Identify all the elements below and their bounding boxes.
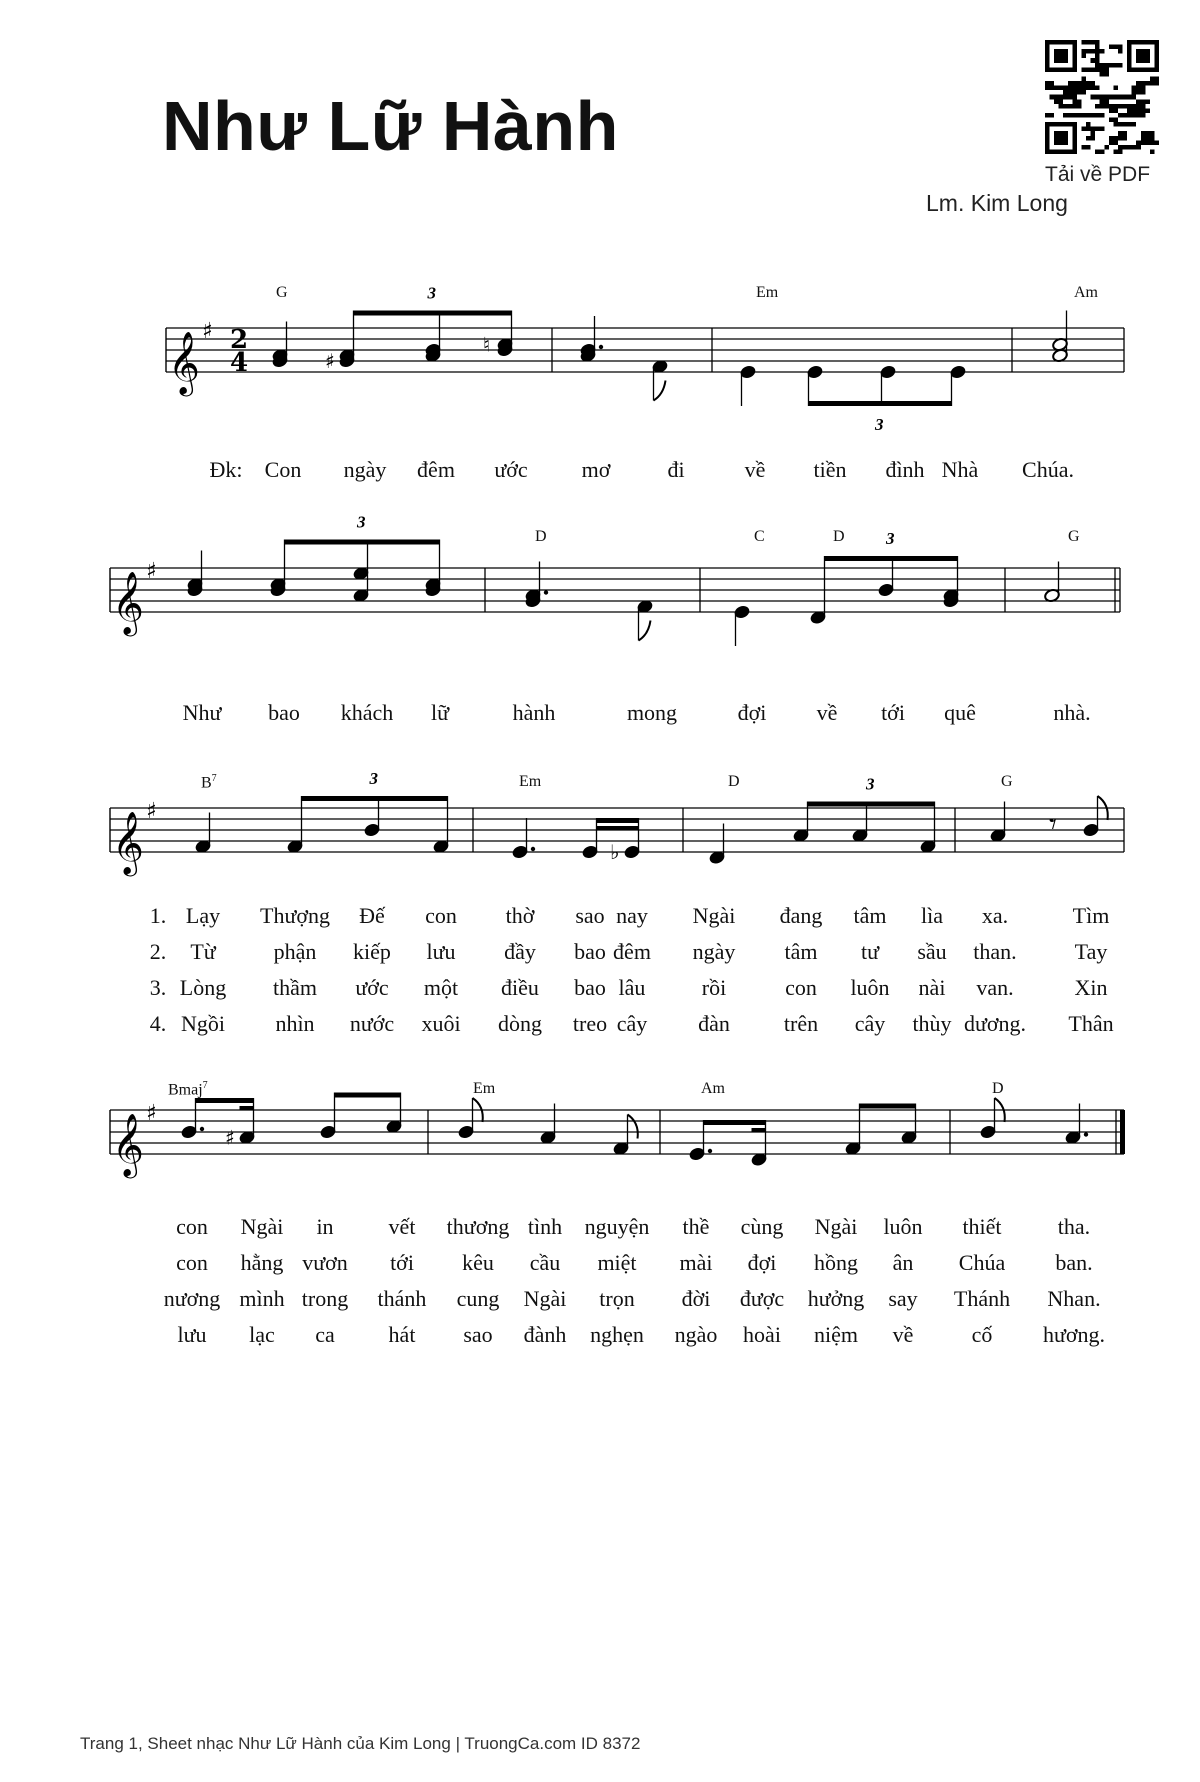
lyric-syllable: Lòng <box>179 975 227 1000</box>
lyric-syllable: ban. <box>1055 1250 1093 1275</box>
lyric-syllable: cây <box>616 1011 648 1036</box>
chord-symbol: G <box>1068 528 1080 545</box>
treble-clef: 𝄞 <box>112 571 144 634</box>
key-signature-sharp: ♯ <box>146 559 157 584</box>
note-head <box>624 845 641 860</box>
lyric-syllable: hát <box>388 1322 416 1347</box>
lyric-syllable: Lạy <box>185 903 221 928</box>
song-title: Như Lữ Hành <box>162 87 619 165</box>
lyric-syllable: Tay <box>1074 939 1108 964</box>
sharp-accidental: ♯ <box>325 349 335 373</box>
lyric-syllable: mong <box>626 700 678 725</box>
triplet-number: 3 <box>866 774 875 794</box>
lyric-syllable: vươn <box>302 1250 348 1275</box>
lyric-syllable: điều <box>501 975 539 1000</box>
note-head <box>689 1147 706 1162</box>
lyric-syllable: tiền <box>813 457 847 482</box>
note-flag <box>628 1115 638 1139</box>
lyric-syllable: 2. <box>149 939 167 964</box>
lyric-syllable: Tìm <box>1072 903 1110 928</box>
lyric-syllable: nước <box>349 1011 395 1036</box>
lyric-syllable: về <box>816 700 838 725</box>
note-head <box>364 823 381 838</box>
lyric-syllable: vết <box>388 1214 416 1239</box>
beam <box>285 540 440 545</box>
lyric-syllable: con <box>176 1250 208 1275</box>
beam <box>752 1128 766 1132</box>
lyric-syllable: Ngài <box>240 1214 284 1239</box>
note-head <box>582 845 599 860</box>
time-signature-bottom: 4 <box>230 348 249 378</box>
lyric-syllable: cùng <box>740 1214 784 1239</box>
beam <box>809 401 952 406</box>
page-footer: Trang 1, Sheet nhạc Như Lữ Hành của Kim Long | TruongCa.com ID 8372 <box>80 1734 641 1753</box>
lyric-syllable: tình <box>527 1214 563 1239</box>
lyric-syllable: say <box>888 1286 918 1311</box>
key-signature-sharp: ♯ <box>146 799 157 824</box>
note-head <box>734 605 751 620</box>
lyric-syllable: nương <box>163 1286 221 1311</box>
note-head <box>740 365 757 380</box>
lyric-syllable: nài <box>918 975 946 1000</box>
lyric-syllable: tha. <box>1057 1214 1091 1239</box>
lyric-syllable: đêm <box>417 457 455 482</box>
chord-extension: 7 <box>202 1080 208 1091</box>
beam <box>597 818 639 823</box>
beam <box>704 1120 766 1125</box>
lyric-syllable: hằng <box>240 1250 284 1275</box>
lyric-syllable: ngày <box>692 939 736 964</box>
lyric-syllable: than. <box>973 939 1017 964</box>
lyric-syllable: Từ <box>190 939 216 964</box>
treble-clef: 𝄞 <box>112 1113 144 1176</box>
lyric-syllable: dòng <box>498 1011 542 1036</box>
lyric-syllable: nhà. <box>1053 700 1091 725</box>
lyric-syllable: con <box>785 975 817 1000</box>
lyric-syllable: đành <box>523 1322 567 1347</box>
lyric-syllable: Ngài <box>814 1214 858 1239</box>
lyric-syllable: Thánh <box>953 1286 1011 1311</box>
chord-symbol: Am <box>701 1080 725 1097</box>
lyric-syllable: cố <box>971 1322 993 1347</box>
augmentation-dot <box>1084 1132 1088 1136</box>
note-head <box>320 1125 337 1140</box>
lyric-syllable: trọn <box>599 1286 635 1311</box>
beam <box>597 826 639 830</box>
lyric-syllable: miệt <box>597 1250 637 1275</box>
augmentation-dot <box>599 345 603 349</box>
lyric-syllable: sầu <box>917 939 947 964</box>
note-head <box>181 1125 198 1140</box>
chord-root: B <box>201 774 212 792</box>
lyric-syllable: lưu <box>426 939 456 964</box>
triplet-number: 3 <box>886 529 895 548</box>
chord-symbol: D <box>535 528 547 545</box>
lyric-syllable: lữ <box>430 700 450 725</box>
lyric-syllable: luôn <box>850 975 890 1000</box>
lyric-syllable: thiết <box>962 1214 1002 1239</box>
time-signature-top: 2 <box>230 325 249 355</box>
lyric-syllable: đi <box>667 457 685 482</box>
lyric-syllable: mơ <box>581 457 611 482</box>
lyric-syllable: mài <box>679 1250 713 1275</box>
chord-symbol: G <box>1001 773 1013 790</box>
note-head <box>950 365 967 380</box>
lyric-syllable: phận <box>273 939 317 964</box>
chord-extension: 7 <box>211 773 217 784</box>
note-head <box>878 583 895 598</box>
lyric-syllable: Thượng <box>260 903 330 928</box>
lyric-syllable: lạc <box>249 1322 275 1347</box>
lyric-syllable: Chúa <box>958 1250 1006 1275</box>
lyric-syllable: đợi <box>747 1250 777 1275</box>
note-flag <box>654 381 666 401</box>
lyric-syllable: ngày <box>343 457 387 482</box>
lyric-syllable: mình <box>239 1286 285 1311</box>
lyric-syllable: thề <box>682 1214 710 1239</box>
note-head <box>512 845 529 860</box>
lyric-syllable: treo <box>572 1011 608 1036</box>
lyric-syllable: về <box>892 1322 914 1347</box>
lyric-syllable: xuôi <box>421 1011 461 1036</box>
lyric-syllable: ngào <box>674 1322 718 1347</box>
lyric-syllable: hành <box>512 700 556 725</box>
chord-symbol <box>201 773 217 792</box>
lyric-syllable: thánh <box>377 1286 427 1311</box>
chord-symbol: C <box>754 528 765 545</box>
lyric-syllable: về <box>744 457 766 482</box>
lyric-syllable: Ngài <box>692 903 736 928</box>
note-flag <box>639 621 651 641</box>
lyric-syllable: Ngài <box>523 1286 567 1311</box>
lyric-syllable: được <box>739 1286 785 1311</box>
lyric-syllable: nghẹn <box>590 1322 644 1347</box>
beam <box>860 1104 916 1109</box>
lyric-syllable: Thân <box>1068 1011 1114 1036</box>
lyric-syllable: đợi <box>737 700 767 725</box>
lyric-syllable: ước <box>355 975 389 1000</box>
lyric-syllable: hương. <box>1042 1322 1106 1347</box>
triplet-number: 3 <box>369 769 378 788</box>
note-head <box>980 1125 997 1140</box>
lyric-syllable: bao <box>574 975 606 1000</box>
lyric-syllable: đầy <box>504 939 536 964</box>
lyric-syllable: hồng <box>814 1250 858 1275</box>
note-head <box>458 1125 475 1140</box>
lyric-syllable: cung <box>456 1286 500 1311</box>
lyric-syllable: đời <box>681 1286 711 1311</box>
lyric-syllable: sao <box>463 1322 493 1347</box>
lyric-syllable: luôn <box>883 1214 923 1239</box>
lyric-syllable: ca <box>315 1322 335 1347</box>
lyric-syllable: lưu <box>177 1322 207 1347</box>
beam <box>335 1093 401 1098</box>
lyric-syllable: thương <box>446 1214 510 1239</box>
lyric-syllable: đêm <box>613 939 651 964</box>
lyric-syllable: cầu <box>529 1250 561 1275</box>
lyric-syllable: xa. <box>981 903 1009 928</box>
key-signature-sharp: ♯ <box>202 319 213 344</box>
lyric-syllable: lìa <box>921 903 943 928</box>
lyric-syllable: bao <box>268 700 300 725</box>
lyric-syllable: bao <box>574 939 606 964</box>
chord-symbol <box>168 1080 208 1099</box>
lyric-syllable: trong <box>301 1286 349 1311</box>
lyric-syllable: Nhà <box>941 457 979 482</box>
lyric-syllable: Như <box>182 700 222 725</box>
chord-root: Bmaj <box>168 1081 203 1099</box>
chord-symbol: D <box>728 773 740 790</box>
lyric-syllable: nay <box>616 903 648 928</box>
lyric-syllable: tới <box>390 1250 414 1275</box>
lyric-syllable: kêu <box>462 1250 494 1275</box>
lyric-syllable: khách <box>340 700 394 725</box>
lyric-syllable: thầm <box>273 975 317 1000</box>
lyric-syllable: ân <box>892 1250 914 1275</box>
lyric-syllable: van. <box>976 975 1014 1000</box>
lyric-syllable: thờ <box>505 903 535 928</box>
chord-symbol: D <box>833 528 845 545</box>
lyric-syllable: kiếp <box>353 939 391 964</box>
download-pdf-link[interactable]: Tải về PDF <box>1045 163 1151 186</box>
lyric-syllable: Đế <box>359 903 385 928</box>
lyric-syllable: 1. <box>149 903 167 928</box>
lyric-syllable: đang <box>779 903 823 928</box>
lyric-syllable: con <box>176 1214 208 1239</box>
lyric-syllable: Chúa. <box>1022 457 1074 482</box>
lyric-syllable: in <box>316 1214 334 1239</box>
chord-symbol: G <box>276 284 288 301</box>
beam <box>240 1106 254 1110</box>
chord-symbol: D <box>992 1080 1004 1097</box>
lyric-syllable: đàn <box>698 1011 730 1036</box>
note-head <box>880 365 897 380</box>
augmentation-dot <box>200 1127 204 1131</box>
note-head <box>1083 823 1100 838</box>
beam <box>825 556 958 561</box>
lyric-syllable: Ngồi <box>181 1011 225 1036</box>
lyric-syllable: nguyện <box>584 1214 650 1239</box>
lyric-syllable: ước <box>494 457 528 482</box>
augmentation-dot <box>708 1149 712 1153</box>
lyric-syllable: cây <box>854 1011 886 1036</box>
triplet-number: 3 <box>427 283 436 303</box>
augmentation-dot <box>544 590 548 594</box>
lyric-syllable: Nhan. <box>1047 1286 1101 1311</box>
lyric-syllable: sao <box>575 903 605 928</box>
chord-symbol: Em <box>473 1080 496 1097</box>
triplet-number: 3 <box>875 415 884 434</box>
lyric-syllable: nhìn <box>275 1011 315 1036</box>
lyric-syllable: trên <box>783 1011 819 1036</box>
lyric-syllable: tư <box>860 939 880 964</box>
key-signature-sharp: ♯ <box>146 1101 157 1126</box>
lyric-syllable: niệm <box>814 1322 858 1347</box>
lyric-syllable: 3. <box>149 975 167 1000</box>
lyric-syllable: 4. <box>149 1011 167 1036</box>
chord-symbol: Em <box>519 773 542 790</box>
lyric-syllable: Xin <box>1074 975 1108 1000</box>
lyric-syllable: lâu <box>618 975 646 1000</box>
triplet-number: 3 <box>357 512 366 532</box>
beam <box>808 802 935 807</box>
lyric-syllable: tới <box>881 700 905 725</box>
flat-accidental: ♭ <box>610 840 620 864</box>
lyric-syllable: tâm <box>853 903 887 928</box>
lyric-syllable: con <box>425 903 457 928</box>
augmentation-dot <box>531 847 535 851</box>
lyric-syllable: Con <box>264 457 302 482</box>
lyric-syllable: dương. <box>963 1011 1027 1036</box>
lyric-syllable: tâm <box>784 939 818 964</box>
lyric-syllable: quê <box>944 700 976 725</box>
chord-symbol: Em <box>756 284 779 301</box>
composer-name: Lm. Kim Long <box>926 190 1068 216</box>
lyric-syllable: Đk: <box>209 457 243 482</box>
lyric-syllable: thùy <box>912 1011 952 1036</box>
note-head <box>807 365 824 380</box>
treble-clef: 𝄞 <box>112 811 144 874</box>
chord-symbol: Am <box>1074 284 1098 301</box>
lyric-syllable: rồi <box>701 975 727 1000</box>
eighth-rest: 𝄾 <box>1049 807 1057 842</box>
natural-accidental: ♮ <box>483 332 491 357</box>
sharp-accidental: ♯ <box>225 1125 235 1150</box>
lyric-syllable: hoài <box>743 1322 781 1347</box>
beam <box>302 796 448 801</box>
lyric-syllable: một <box>423 975 459 1000</box>
beam <box>354 311 512 316</box>
lyric-syllable: hưởng <box>807 1286 865 1311</box>
final-barline <box>1120 1110 1125 1154</box>
lyric-syllable: đình <box>885 457 925 482</box>
treble-clef: 𝄞 <box>168 331 200 394</box>
